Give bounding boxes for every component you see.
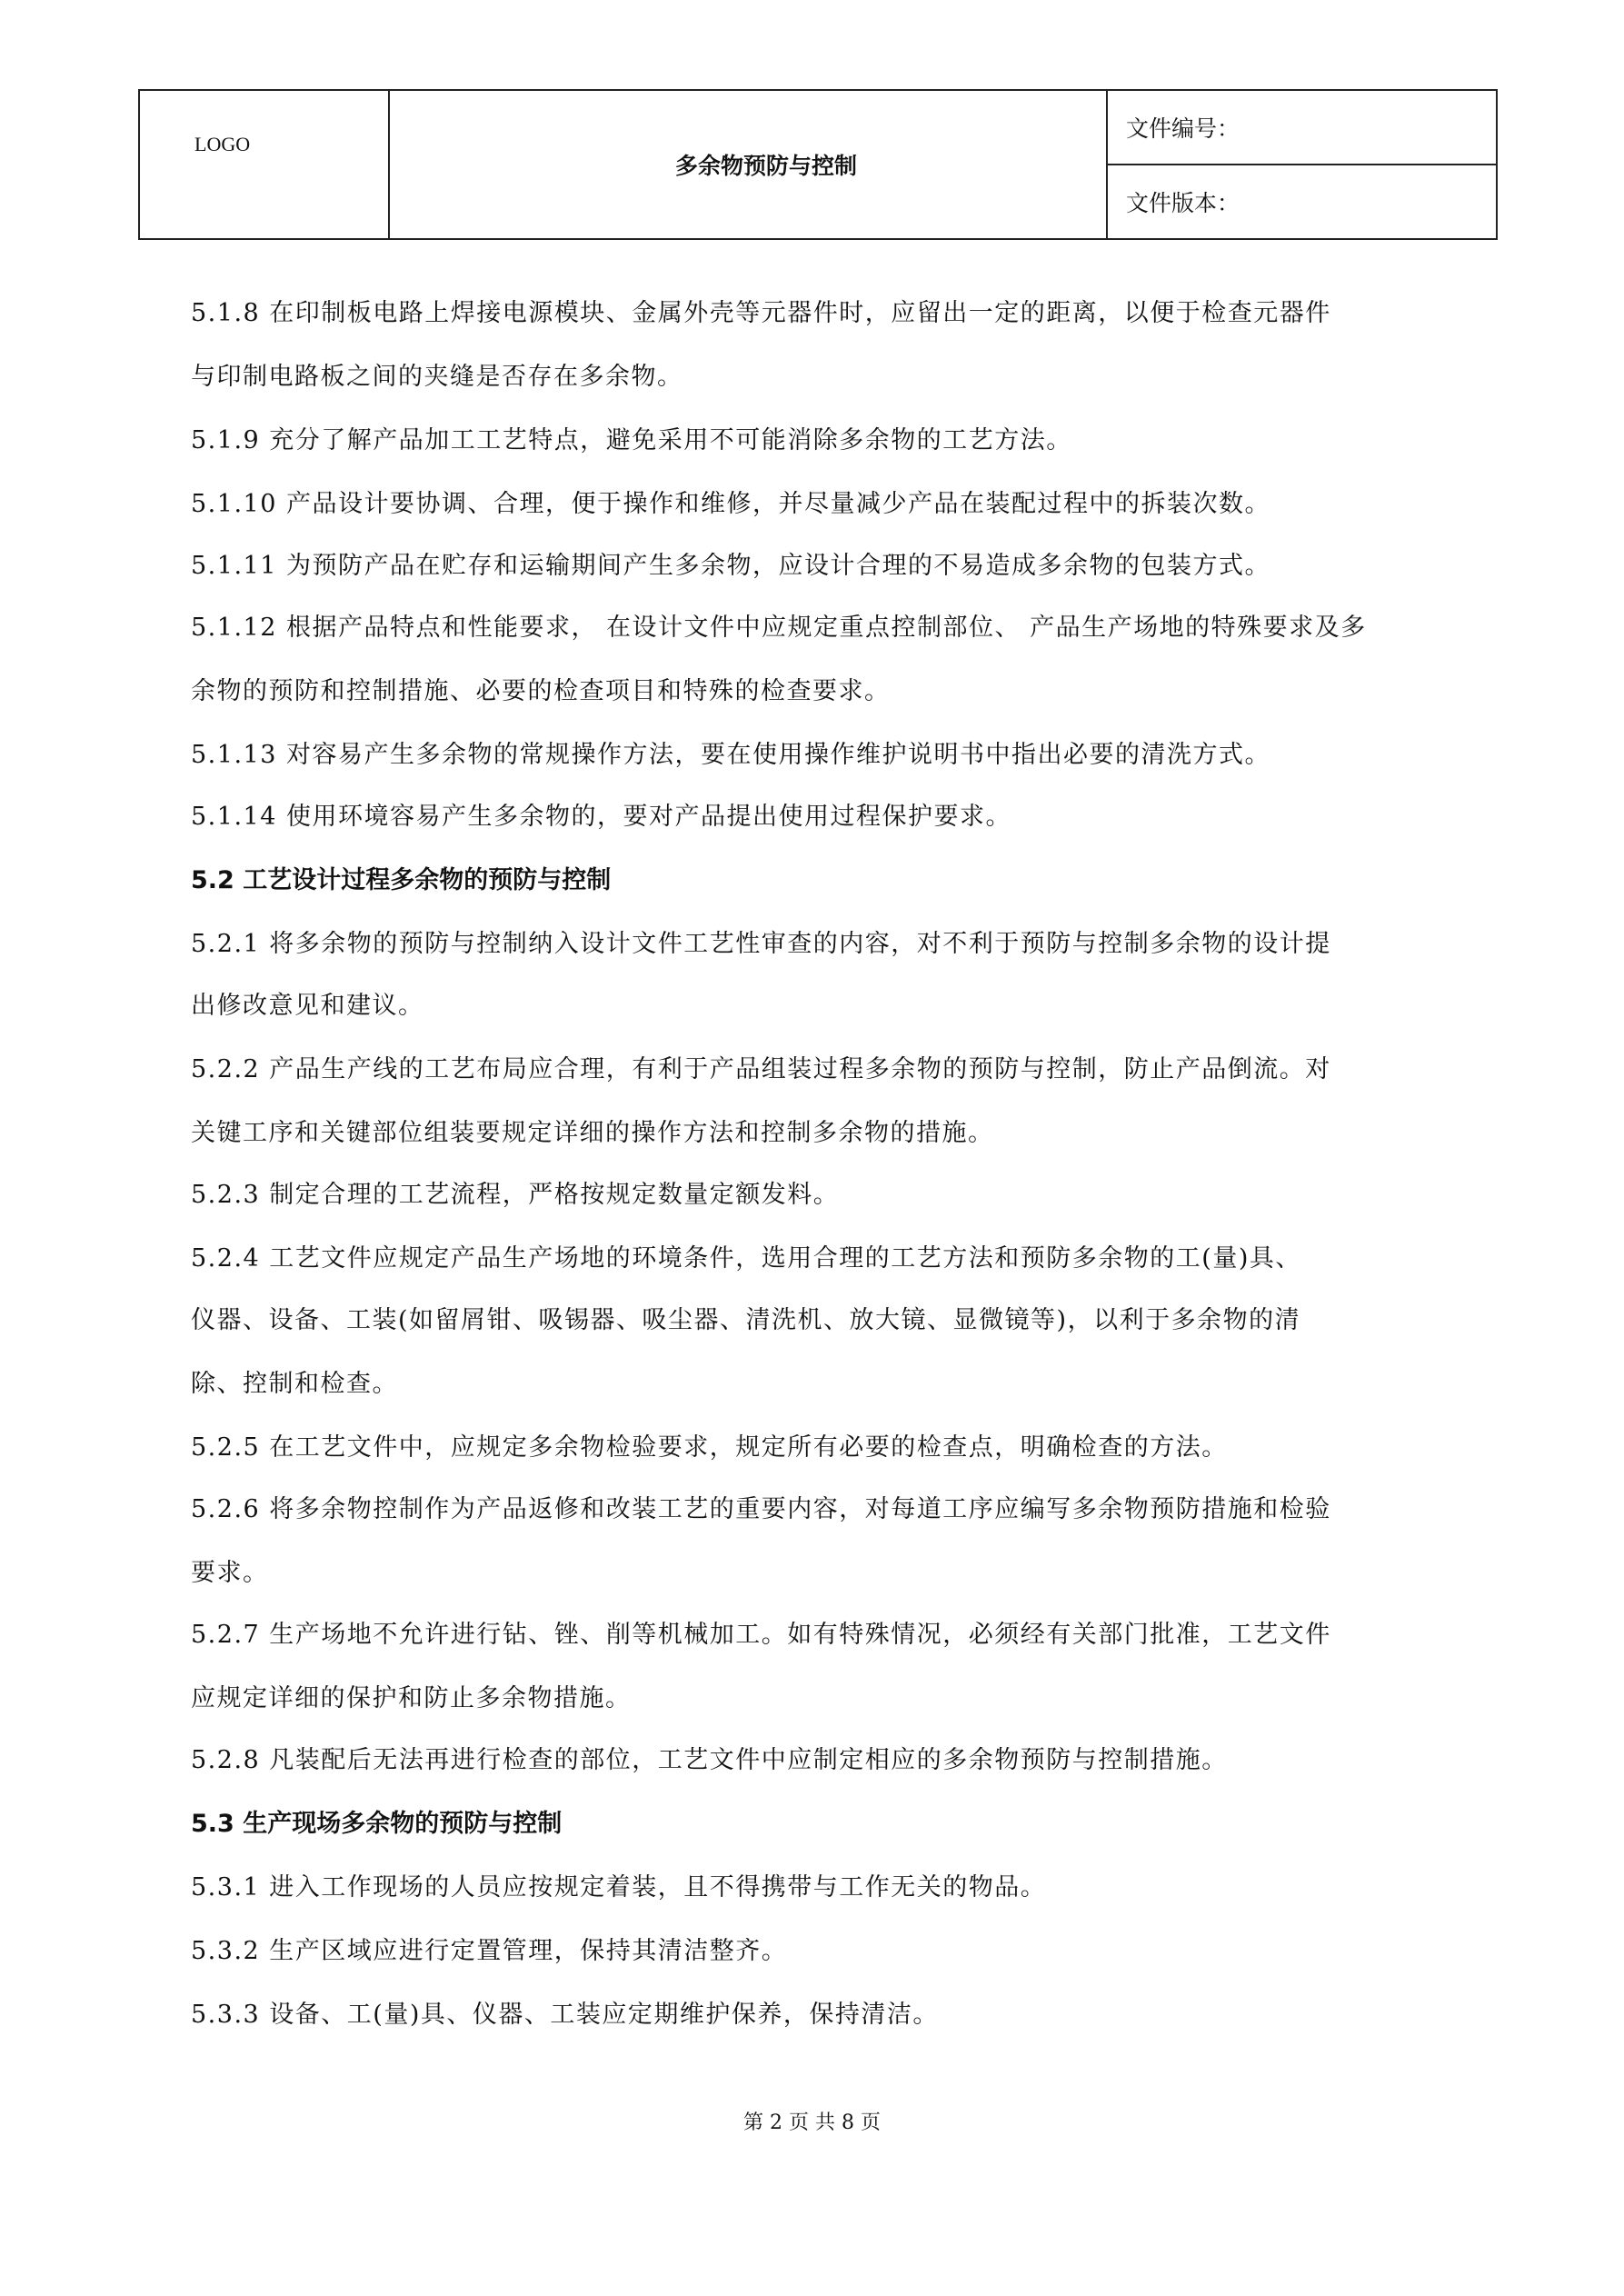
section-heading: 5.3 生产现场多余物的预防与控制 (191, 1810, 563, 1838)
page-number: 第 2 页 共 8 页 (743, 2111, 881, 2134)
body-line: 与印制电路板之间的夹缝是否存在多余物。 (191, 363, 683, 391)
logo-cell (140, 91, 390, 238)
body-line: 要求。 (191, 1559, 269, 1587)
doc-number-label: 文件编号： (1126, 115, 1240, 142)
body-line: 5.1.12 根据产品特点和性能要求， 在设计文件中应规定重点控制部位、 产品生产场地的特殊要求及多 (191, 614, 1367, 642)
body-line: 5.2.3 制定合理的工艺流程，严格按规定数量定额发料。 (191, 1181, 840, 1209)
body-line: 除、控制和检查。 (191, 1370, 398, 1398)
body-line: 5.1.8 在印制板电路上焊接电源模块、金属外壳等元器件时，应留出一定的距离，以便于检查元器件 (191, 299, 1331, 327)
body-line: 5.1.13 对容易产生多余物的常规操作方法，要在使用操作维护说明书中指出必要的清洗方式。 (191, 741, 1270, 769)
document-header-table (138, 89, 1498, 240)
meta-cell (1108, 91, 1496, 238)
body-line: 余物的预防和控制措施、必要的检查项目和特殊的检查要求。 (191, 677, 891, 705)
doc-number-row (1108, 91, 1496, 164)
body-line: 5.2.7 生产场地不允许进行钻、锉、削等机械加工。如有特殊情况，必须经有关部门批准，工艺文件 (191, 1621, 1331, 1649)
logo-text: LOGO (194, 133, 251, 155)
body-line: 5.3.1 进入工作现场的人员应按规定着装，且不得携带与工作无关的物品。 (191, 1873, 1047, 1902)
section-heading: 5.2 工艺设计过程多余物的预防与控制 (191, 866, 612, 894)
body-line: 5.2.1 将多余物的预防与控制纳入设计文件工艺性审查的内容，对不利于预防与控制多余物的设计提 (191, 930, 1331, 958)
body-line: 关键工序和关键部位组装要规定详细的操作方法和控制多余物的措施。 (191, 1119, 994, 1147)
body-line: 5.2.8 凡装配后无法再进行检查的部位，工艺文件中应制定相应的多余物预防与控制措施。 (191, 1746, 1228, 1774)
title-cell (390, 91, 1108, 238)
doc-version-row (1108, 164, 1496, 238)
document-title: 多余物预防与控制 (674, 153, 857, 179)
body-line: 5.1.10 产品设计要协调、合理，便于操作和维修，并尽量减少产品在装配过程中的拆装次数。 (191, 490, 1270, 518)
body-line: 5.1.9 充分了解产品加工工艺特点，避免采用不可能消除多余物的工艺方法。 (191, 426, 1072, 454)
body-line: 5.2.2 产品生产线的工艺布局应合理，有利于产品组装过程多余物的预防与控制，防止产品倒流。对 (191, 1055, 1331, 1083)
body-line: 5.3.2 生产区域应进行定置管理，保持其清洁整齐。 (191, 1937, 788, 1965)
body-line: 应规定详细的保护和防止多余物措施。 (191, 1684, 632, 1712)
body-line: 出修改意见和建议。 (191, 992, 424, 1020)
body-line: 仪器、设备、工装(如留屑钳、吸锡器、吸尘器、清洗机、放大镜、显微镜等)，以利于多余物的清 (191, 1306, 1301, 1334)
body-line: 5.1.14 使用环境容易产生多余物的，要对产品提出使用过程保护要求。 (191, 803, 1011, 831)
body-line: 5.2.6 将多余物控制作为产品返修和改装工艺的重要内容，对每道工序应编写多余物预防措施和检验 (191, 1495, 1331, 1523)
body-line: 5.2.5 在工艺文件中，应规定多余物检验要求，规定所有必要的检查点，明确检查的方法。 (191, 1433, 1228, 1462)
doc-version-label: 文件版本： (1126, 190, 1240, 216)
body-line: 5.1.11 为预防产品在贮存和运输期间产生多余物，应设计合理的不易造成多余物的包装方式。 (191, 552, 1270, 580)
body-line: 5.2.4 工艺文件应规定产品生产场地的环境条件，选用合理的工艺方法和预防多余物的工(量)具、 (191, 1244, 1301, 1273)
body-line: 5.3.3 设备、工(量)具、仪器、工装应定期维护保养，保持清洁。 (191, 2001, 939, 2029)
